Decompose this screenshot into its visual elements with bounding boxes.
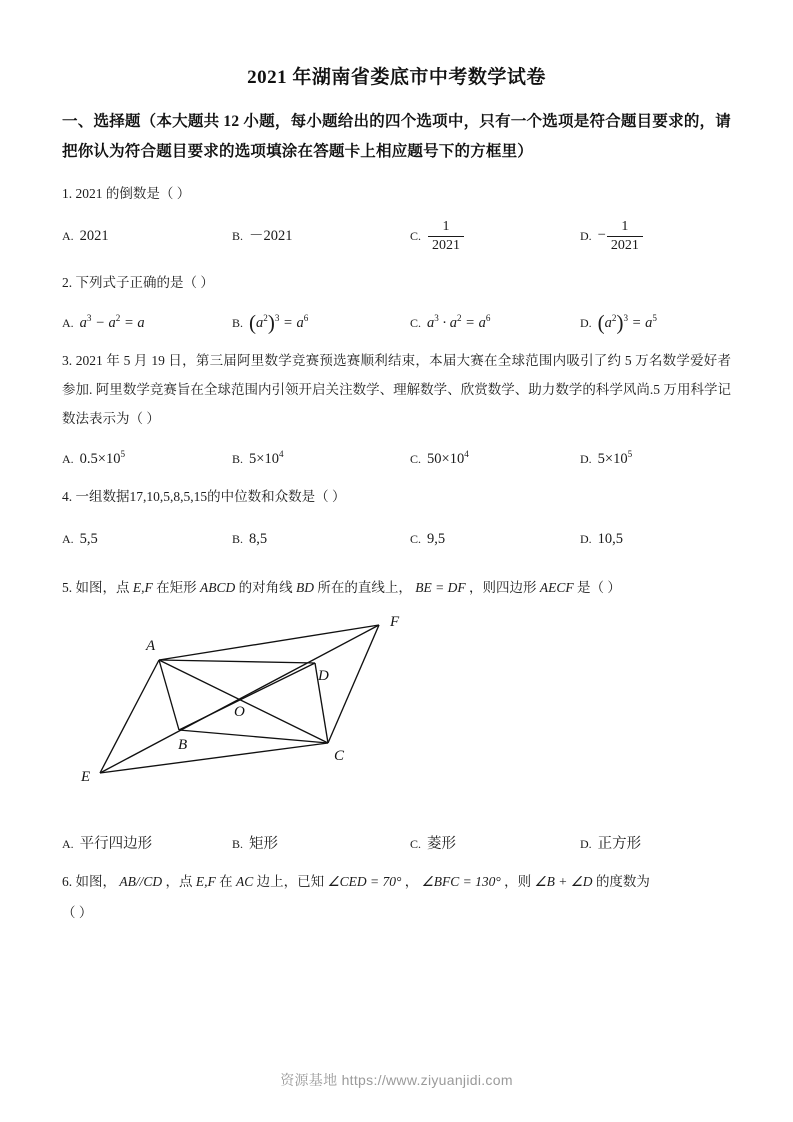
fraction-denominator: 2021 [428,236,464,253]
option-letter: A. [62,229,74,243]
option-letter: B. [232,315,244,330]
option-text: 9,5 [427,530,446,547]
option-exponent: 5 [120,448,126,459]
segment-AE [100,660,159,773]
question-2-stem [62,268,731,297]
question-6-stem [62,867,731,896]
option-letter: C. [410,315,422,330]
option-text: 菱形 [427,835,457,852]
label-F: F [390,613,400,630]
q5-math-5: AECF [539,579,574,595]
label-O: O [234,703,245,720]
option-letter: D. [580,229,592,243]
option-letter: B. [232,531,244,546]
fraction-denominator: 2021 [607,236,643,253]
q5-part-5: ，则四边形 [468,579,537,595]
option-row-item[interactable] [62,528,232,550]
option-row-item[interactable] [580,833,730,855]
question-1-options [62,214,731,258]
option-expression: $a^3 \cdot a^2 = a^6$ [427,313,491,331]
option-expression [80,443,125,470]
question-5-options [62,833,731,855]
option-expression [249,443,284,470]
question-5-stem [62,573,731,602]
q5-part-6: 是（ ） [576,579,621,595]
option-exponent: 4 [278,448,284,459]
q5-math-2: ABCD [200,579,236,595]
option-exponent: 4 [464,448,469,459]
option-base: 50×10 [427,450,465,467]
q6-math-1: AB//CD [119,873,163,889]
question-5-figure [62,608,731,823]
question-1-stem [62,179,731,208]
option-row-item[interactable] [410,307,580,334]
option-expression: $(a^2)^3 = a^5$ [597,310,657,335]
q5-part-1: 如图，点 [75,579,130,595]
option-row-item[interactable] [580,219,730,252]
option-row-item[interactable] [232,307,410,334]
q5-math-3: BD [296,579,314,595]
option-letter: A. [62,531,74,546]
footer-watermark: 资源基地 https://www.ziyuanjidi.com [280,1072,513,1088]
fraction [428,219,464,252]
option-row-item[interactable] [62,833,232,855]
option-letter: B. [232,229,244,243]
option-fraction [427,219,465,252]
question-4-options [62,517,731,561]
q5-part-3: 的对角线 [238,579,293,595]
option-letter: C. [410,451,422,466]
option-expression: $(a^2)^3 = a^6$ [249,310,309,335]
question-3-number: 3. [62,352,73,368]
option-letter: D. [580,315,592,330]
q6-part-5: ， [404,873,419,889]
question-4-stem [62,482,731,511]
option-letter: C. [410,531,422,546]
option-letter: D. [580,531,592,546]
q5-part-4: 所在的直线上， [317,579,412,595]
option-row-item[interactable] [410,443,580,470]
option-expression [427,443,469,470]
fraction-numerator: 1 [621,219,629,235]
option-base: 5×10 [249,450,279,467]
option-row-item[interactable] [62,307,232,334]
option-row-item[interactable] [232,528,410,550]
option-row-item[interactable] [232,225,410,247]
option-row-item[interactable] [62,443,232,470]
q5-math-4: BE = DF [415,579,466,595]
question-3-options [62,443,731,470]
option-expression [598,443,633,470]
label-E: E [81,768,91,785]
q6-part-2: ，点 [165,873,193,889]
option-letter: A. [62,315,74,330]
label-A: A [146,637,156,654]
q5-math-1: E,F [132,579,153,595]
q6-part-4: 边上，已知 [256,873,325,889]
question-4-number: 4. [62,488,73,504]
option-row-item[interactable] [580,443,730,470]
option-text: 矩形 [249,835,279,852]
question-3-text: 2021 年 5 月 19 日，第三届阿里数学竞赛预选赛顺利结束，本届大赛在全球范围内吸引了约 5 万名数学爱好者参加. 阿里数学竞赛旨在全球范围内引领开启关注数学、理解数学、欣赏数学、助力数学的科学风尚.5 万用科学记数法表示为（ ） [62,352,732,426]
option-letter: C. [410,229,422,243]
question-3-stem [62,346,731,433]
label-D: D [318,667,329,684]
segment-AB [159,660,179,730]
option-text: 平行四边形 [79,835,153,852]
q6-part-6: ，则 [504,873,532,889]
question-2-text: 下列式子正确的是（ ） [75,275,214,290]
q6-math-3: AC [236,873,254,889]
label-C: C [334,747,345,764]
option-letter: D. [580,836,592,851]
question-6-blank-text: （ ） [62,904,93,920]
label-B: B [178,736,188,753]
option-row-item[interactable] [232,443,410,470]
question-2-options [62,307,731,334]
option-fraction [598,219,644,252]
option-text: 5,5 [79,530,98,547]
question-4-text: 一组数据17,10,5,8,5,15的中位数和众数是（ ） [75,488,346,504]
option-letter: A. [62,836,74,851]
option-base: 0.5×10 [79,450,121,467]
option-letter: B. [232,451,244,466]
geometry-diagram [62,608,462,823]
q6-part-3: 在 [219,873,233,889]
option-text: 正方形 [597,835,642,852]
option-row-item[interactable] [410,833,580,855]
question-1-number: 1. [62,186,73,201]
option-base: 5×10 [597,450,628,467]
segment-AD [159,660,315,663]
option-text: 8,5 [249,530,268,547]
option-letter: C. [410,836,422,851]
fraction-numerator: 1 [442,219,450,235]
question-6-answer-blank [62,898,731,927]
q6-part-1: 如图， [75,873,116,889]
question-5-number: 5. [62,579,73,595]
q5-part-2: 在矩形 [156,579,197,595]
option-letter: A. [62,451,74,466]
option-row-item[interactable] [580,307,730,334]
option-row-item[interactable] [580,528,730,550]
option-exponent: 5 [627,448,633,459]
minus-sign: − [597,227,606,244]
q6-math-2: E,F [195,873,216,889]
page-title: 2021 年湖南省娄底市中考数学试卷 [247,67,546,88]
option-text: 2021 [79,228,109,244]
section-heading: 一、选择题（本大题共 12 小题，每小题给出的四个选项中，只有一个选项是符合题目要求的，请把你认为符合题目要求的选项填涂在答题卡上相应题号下的方框里） [62,113,731,160]
question-1-text: 2021 的倒数是（ ） [75,186,191,201]
q6-part-7: 的度数为 [595,873,650,889]
option-text: 10,5 [597,530,624,547]
segment-CF [328,625,379,743]
option-row-item[interactable] [410,528,580,550]
question-6-number: 6. [62,873,73,889]
option-letter: D. [580,451,592,466]
q6-math-5: ∠BFC = 130° [421,873,501,889]
option-row-item[interactable] [410,219,580,252]
question-2-number: 2. [62,275,73,290]
fraction [607,219,643,252]
option-row-item[interactable] [232,833,410,855]
segment-EC [100,743,328,773]
option-letter: B. [232,836,244,851]
option-text: －2021 [249,228,293,244]
q6-math-4: ∠CED = 70° [327,873,402,889]
option-row-item[interactable] [62,225,232,247]
option-expression: $a^3 - a^2 = a$ [79,313,145,331]
q6-math-6: ∠B + ∠D [534,873,593,889]
